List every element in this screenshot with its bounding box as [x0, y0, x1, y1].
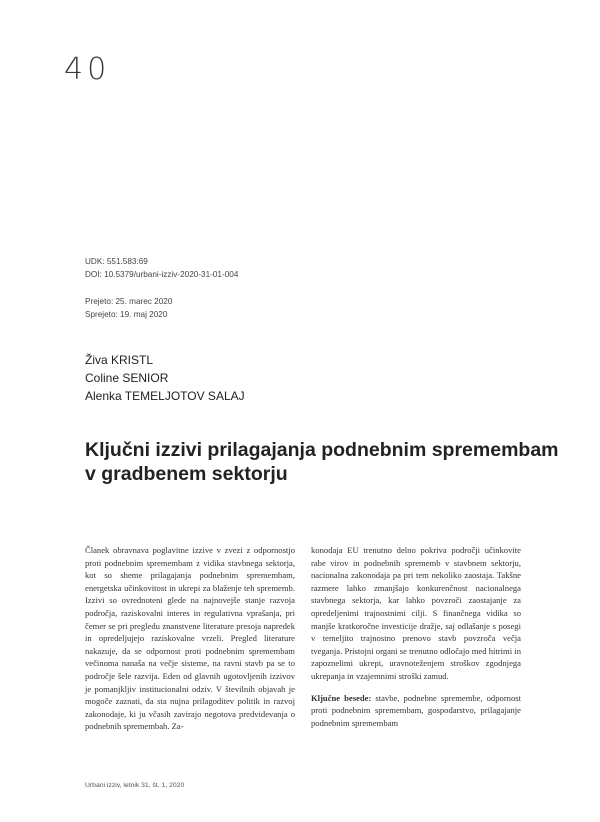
author-name: Živa KRISTL — [85, 353, 154, 367]
abstract-text-right: konodaja EU trenutno delno pokriva področji učinkovite rabe virov in podnebnih sprememb v stavbnem sektorju, nacionalna zakonodaja pa pri tem nekoliko zaostaja. Takšne razmere lahko zmanjšajo konkurenčnost nacionalnega stavbnega sektorja, kar lahko povzroči zaostajanje za opredeljenimi trajnostnimi cilji. S finančnega vidika so manjše kratkoročne investicije dražje, saj odlašanje s posegi v temeljito trajnostno prenovo stavb povzroča večja tveganja. Pristojni organi se trenutno odločajo med hitrimi in zapoznelimi ukrepi, uravnoteženjem stroškov zgodnjega ukrepanja in vzajemnimi stroški zamud. — [311, 545, 521, 681]
doi-code: DOI: 10.5379/urbani-izziv-2020-31-01-004 — [85, 270, 239, 279]
udk-code: UDK: 551.583:69 — [85, 257, 148, 266]
keywords-text: stavbe, podnebne spremembe, odpornost proti podnebnim spremembam, gospodarstvo, prilagajanje podnebnim spremembam — [311, 692, 522, 728]
abstract-text-left: Članek obravnava poglavitne izzive v zvezi z odpornostjo proti podnebnim spremembam z vidika stavbnega sektorja, kot so sheme prilagajanja podnebnim spremembam, energetska učinkovitost in ukrepi za blaženje teh sprememb. Izzivi so ovrednoteni glede na najnovejše stanje razvoja področja, raziskovalni interes in regulativna vprašanja, pri čemer se pri pregledu znanstvene literature presoja napredek in opredeljujejo raziskovalne vrzeli. Pregled literature nakazuje, da se odpornost proti podnebnim spremembam večinoma nanaša na večje sisteme, na ravni stavb pa se to področje šele razvija. Eden od glavnih ugotovljenih izzivov je pomanjkljiv institucionalni odziv. V številnih objavah je mogoče zaznati, da sta nujna prilagoditev politik in razvoj zakonodaje, ki ju včasih zavirajo negotova predvidevanja o podnebnih spremembah. Za- — [85, 545, 295, 732]
journal-footer: Urbani izziv, letnik 31, št. 1, 2020 — [85, 782, 185, 789]
author-list — [85, 351, 245, 405]
author-name: Alenka TEMELJOTOV SALAJ — [85, 389, 245, 403]
accepted-date: Sprejeto: 19. maj 2020 — [85, 310, 168, 319]
article-title — [85, 438, 559, 486]
page-number: 40 — [64, 52, 111, 87]
keywords — [311, 692, 521, 730]
abstract-column-left — [85, 544, 295, 733]
author-name: Coline SENIOR — [85, 371, 169, 385]
identifiers — [85, 255, 238, 281]
keywords-label: Ključne besede: — [311, 692, 372, 703]
publication-dates — [85, 295, 172, 321]
abstract-column-right — [311, 544, 521, 729]
article-title-line-2: v gradbenem sektorju — [85, 463, 288, 485]
received-date: Prejeto: 25. marec 2020 — [85, 297, 173, 306]
article-title-line-1: Ključni izzivi prilagajanja podnebnim spremembam — [85, 439, 559, 461]
